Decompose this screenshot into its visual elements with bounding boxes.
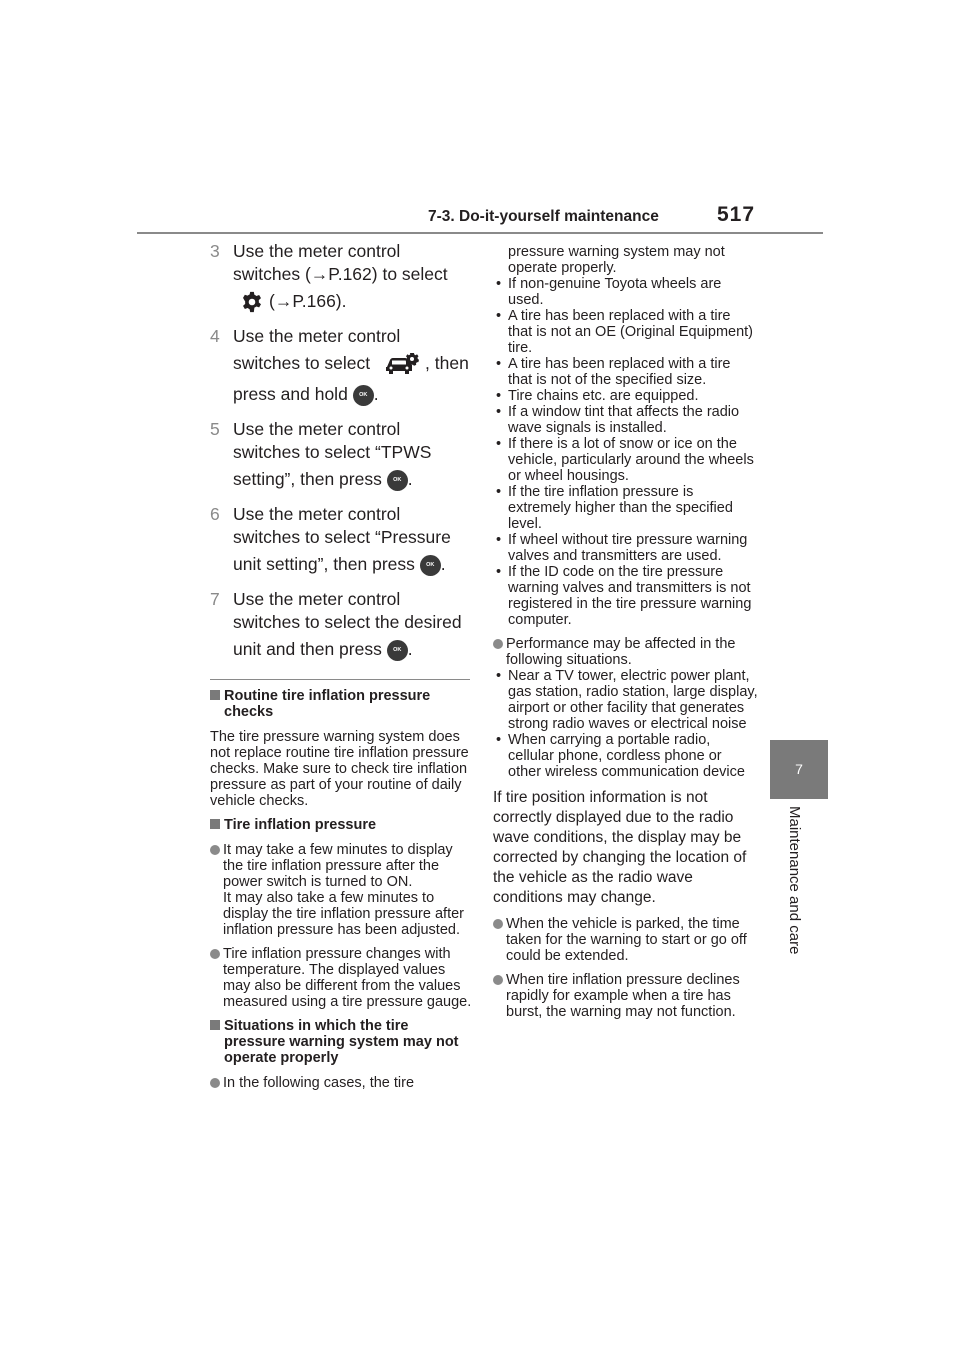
position-note: If tire position information is not correctly displayed due to the radio wave conditions, the display may be corrected by changing the location of the vehicle as the radio wave conditions may change.: [493, 789, 747, 906]
routine-checks-text: The tire pressure warning system does not replace routine tire inflation pressure checks. Make sure to check tire inflation pressure as part of your routine of daily vehicle checks.: [210, 729, 469, 809]
step-6: 6 Use the meter control switches to select “Pressure unit setting”, then press OK .: [210, 504, 451, 574]
step-5: 5 Use the meter control switches to select “TPWS setting”, then press OK .: [210, 419, 432, 489]
list-item: Performance may be affected in the following situations.: [493, 636, 758, 668]
list-item: • When carrying a portable radio, cellular phone, cordless phone or other wireless communication device: [493, 732, 758, 780]
list-item: It may take a few minutes to display the tire inflation pressure after the power switch is turned to ON. It may also take a few minutes to display the tire inflation pressure after inflation pressure has been adjusted.: [210, 842, 472, 938]
gear-icon: [241, 291, 263, 313]
step-4: 4 Use the meter control switches to select , then press and hold OK .: [210, 326, 469, 404]
section-title: 7-3. Do-it-yourself maintenance: [428, 208, 659, 225]
continued-text: pressure warning system may not operate properly.: [508, 244, 725, 276]
ok-button-icon: OK: [387, 640, 408, 661]
ok-button-icon: OK: [387, 470, 408, 491]
list-item: • If wheel without tire pressure warning valves and transmitters are used.: [493, 532, 758, 564]
list-item: • If there is a lot of snow or ice on the vehicle, particularly around the wheels or wheel housings.: [493, 436, 758, 484]
page-number: 517: [717, 203, 756, 226]
ok-button-icon: OK: [420, 555, 441, 576]
list-item: When tire inflation pressure declines rapidly for example when a tire has burst, the warning may not function.: [493, 972, 758, 1020]
list-item: • A tire has been replaced with a tire that is not of the specified size.: [493, 356, 758, 388]
chapter-label: Maintenance and care: [786, 806, 803, 955]
list-item: • Tire chains etc. are equipped.: [493, 388, 758, 404]
list-item: • If the ID code on the tire pressure warning valves and transmitters is not registered in the tire pressure warning computer.: [493, 564, 758, 628]
routine-checks-heading: Routine tire inflation pressure checks: [210, 688, 472, 720]
performance-list: [493, 668, 758, 780]
ok-button-icon: OK: [353, 385, 374, 406]
situations-list: [493, 276, 758, 628]
list-item: Tire inflation pressure changes with temperature. The displayed values may also be different from the values measured using a tire pressure gauge.: [210, 946, 472, 1010]
list-item: • If the tire inflation pressure is extremely higher than the specified level.: [493, 484, 758, 532]
list-item: In the following cases, the tire: [210, 1075, 472, 1091]
list-item: • If a window tint that affects the radio wave signals is installed.: [493, 404, 758, 436]
step-7: 7 Use the meter control switches to select the desired unit and then press OK .: [210, 589, 462, 659]
situations-heading: Situations in which the tire pressure warning system may not operate properly: [210, 1018, 472, 1066]
list-item: • A tire has been replaced with a tire that is not an OE (Original Equipment) tire.: [493, 308, 758, 356]
tire-setting-icon: [383, 351, 419, 377]
chapter-tab[interactable]: 7: [770, 740, 828, 799]
section-divider: [210, 679, 470, 680]
step-3: 3 Use the meter control switches (→P.162) to select (→P.166).: [210, 240, 472, 317]
list-item: When the vehicle is parked, the time taken for the warning to start or go off could be extended.: [493, 916, 758, 964]
list-item: • Near a TV tower, electric power plant, gas station, radio station, large display, airport or other facility that generates strong radio waves or electrical noise: [493, 668, 758, 732]
tire-pressure-heading: Tire inflation pressure: [210, 817, 472, 833]
left-column: [210, 240, 472, 1099]
list-item: • If non-genuine Toyota wheels are used.: [493, 276, 758, 308]
header-divider: [137, 232, 823, 234]
right-column: [493, 244, 758, 1028]
